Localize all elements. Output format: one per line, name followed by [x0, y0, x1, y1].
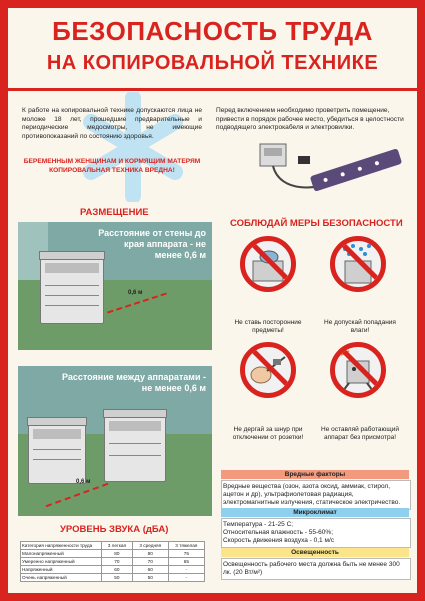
poster-body: [8, 8, 417, 593]
copier-drawer: [109, 443, 161, 450]
table-row: [21, 566, 205, 574]
copier-machine: [28, 422, 86, 484]
sign-caption-2: Не допускай попадания влаги!: [324, 319, 396, 334]
copier-drawer: [45, 305, 99, 312]
between-distance-label: 0,6 м: [76, 479, 91, 485]
table-cell: -: [168, 566, 204, 574]
copier-lid: [39, 251, 105, 260]
table-header-cell: Категория напряженности труда: [21, 542, 102, 550]
intro-right-text: Перед включением необходимо проветрить помещение, привести в порядок рабочее место, убедиться в целостности подводящего электрокабеля и электровилки.: [216, 107, 404, 132]
copier-lid: [103, 409, 167, 418]
placement-scene-wall: [18, 222, 212, 350]
table-cell: Малонапряженный: [21, 550, 102, 558]
microclimate-line: Скорость движения воздуха - 0,1 м/с: [223, 537, 334, 544]
copier-drawer: [45, 285, 99, 292]
sign-caption-3: Не дергай за шнур при отключении от розетки!: [232, 426, 304, 441]
copier-drawer: [109, 455, 161, 462]
title-line-2: НА КОПИРОВАЛЬНОЙ ТЕХНИКЕ: [46, 52, 379, 74]
copier-machine: [104, 414, 166, 482]
placement-scene-between: [18, 366, 212, 516]
factors-heading: Вредные факторы: [221, 470, 409, 479]
copier-machine: [40, 256, 104, 324]
table-cell: 70: [132, 558, 168, 566]
table-cell: 80: [132, 550, 168, 558]
wall-distance-text: Расстояние от стены до края аппарата - не менее 0,6 м: [98, 228, 206, 260]
microclimate-box: [221, 518, 411, 548]
table-cell: 50: [132, 574, 168, 582]
table-row: [21, 550, 205, 558]
copier-drawer: [33, 459, 81, 466]
table-cell: 50: [102, 574, 133, 582]
power-strip-icon: [240, 134, 410, 204]
sound-heading: УРОВЕНЬ ЗВУКА (дБА): [60, 524, 169, 535]
microclimate-line: Температура - 21-25 С;: [223, 521, 294, 528]
lighting-text: Освещенность рабочего места должна быть не менее 300 лк. (20 Вт/м²): [221, 558, 411, 580]
copier-lid: [27, 417, 87, 426]
sign-caption-4: Не оставляй работающий аппарат без присмотра!: [321, 426, 399, 441]
between-distance-text: Расстояние между аппаратами - не менее 0,6 м: [61, 372, 206, 393]
table-cell: Очень напряженный: [21, 574, 102, 582]
pregnant-warning: БЕРЕМЕННЫМ ЖЕНЩИНАМ И КОРМЯЩИМ МАТЕРЯМ КОПИРОВАЛЬНАЯ ТЕХНИКА ВРЕДНА!: [23, 158, 201, 174]
sign-no-moisture: [330, 236, 386, 292]
title-line-1: БЕЗОПАСНОСТЬ ТРУДА: [52, 16, 373, 46]
sign-no-unattended: [330, 342, 386, 398]
table-cell: 80: [102, 550, 133, 558]
table-row: [21, 558, 205, 566]
table-cell: -: [168, 574, 204, 582]
table-cell: 65: [168, 558, 204, 566]
copier-panel: [109, 421, 161, 431]
table-cell: 75: [168, 550, 204, 558]
wall-distance-label: 0,6 м: [128, 290, 143, 296]
lighting-heading: Освещенность: [221, 548, 409, 557]
table-cell: Умеренно напряженный: [21, 558, 102, 566]
table-cell: 60: [132, 566, 168, 574]
table-header-cell: 3 легкая: [102, 542, 133, 550]
microclimate-heading: Микроклимат: [221, 508, 409, 517]
table-cell: Напряженный: [21, 566, 102, 574]
table-cell: 70: [102, 558, 133, 566]
placement-heading: РАЗМЕЩЕНИЕ: [80, 207, 149, 218]
table-header-row: [21, 542, 205, 550]
microclimate-line: Относительная влажность - 55-60%;: [223, 529, 333, 536]
factors-text: Вредные вещества (озон, азота оксид, аммиак, стирол, ацетон и др), ультрафиолетовая радиация, электромагнитные излучения, статическое электричество.: [221, 480, 411, 510]
sound-table: [20, 541, 205, 582]
title-divider: [8, 88, 417, 91]
table-row: [21, 574, 205, 582]
copier-drawer: [45, 295, 99, 302]
safety-heading: СОБЛЮДАЙ МЕРЫ БЕЗОПАСНОСТИ: [230, 218, 403, 229]
table-header-cell: 3 средняя: [132, 542, 168, 550]
copier-panel: [45, 263, 99, 273]
sign-no-objects: [240, 236, 296, 292]
sign-no-pull-cord: [240, 342, 296, 398]
table-cell: 60: [102, 566, 133, 574]
copier-drawer: [33, 449, 81, 456]
sign-caption-1: Не ставь посторонние предметы!: [234, 319, 302, 334]
intro-left-text: К работе на копировальной технике допускаются лица не моложе 18 лет, прошедшие предварительные и периодические медосмотры, не имеющие противопоказаний по состоянию здоровья.: [22, 107, 202, 140]
table-header-cell: 3 тяжелая: [168, 542, 204, 550]
copier-panel: [33, 429, 81, 439]
